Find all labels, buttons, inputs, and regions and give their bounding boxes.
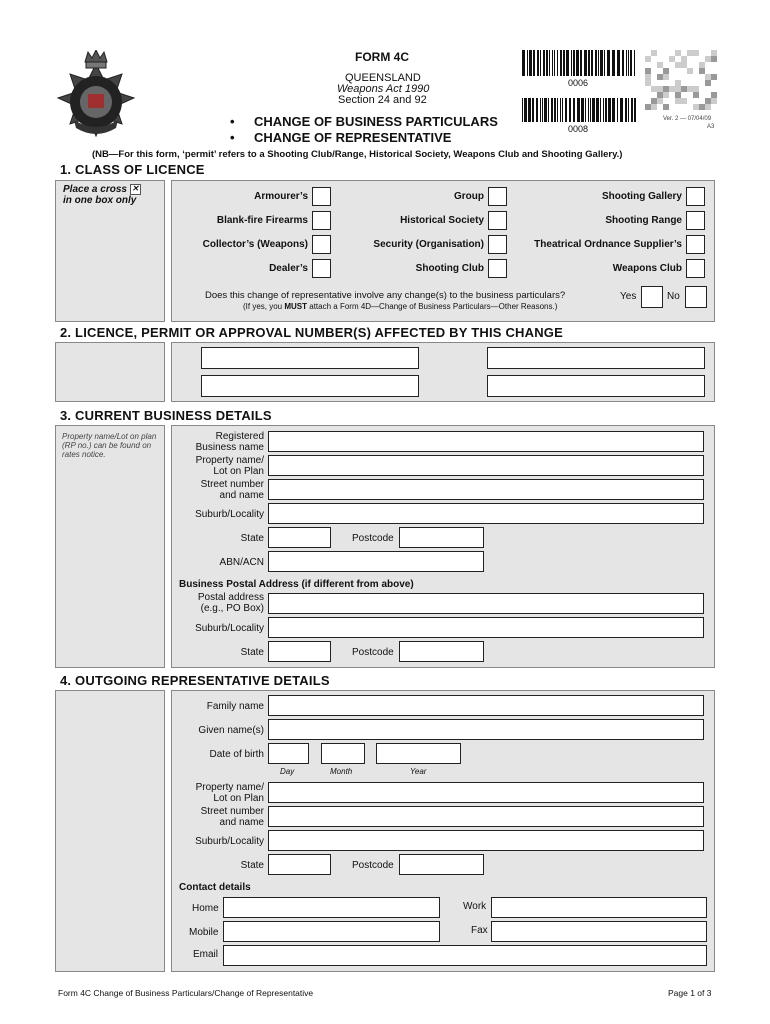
postal-address-label: Postal address (e.g., PO Box) [197,592,264,614]
postal-suburb-label: Suburb/Locality [195,623,264,634]
property-name-label: Property name/ Lot on Plan [195,455,264,477]
version-label: Ver. 2 — 07/04/09 [663,116,712,122]
postal-postcode-field[interactable] [399,641,484,662]
change-subnote: (If yes, you MUST attach a Form 4D—Change of Business Particulars—Other Reasons.) [243,302,558,311]
email-field[interactable] [223,945,707,966]
fax-field[interactable] [491,921,707,942]
street-field[interactable] [268,479,704,500]
section-1-title: 1. CLASS OF LICENCE [60,162,205,177]
checkbox-weapons-club[interactable] [686,259,705,278]
bullet-1: • [230,114,235,129]
checkbox-dealers[interactable] [312,259,331,278]
rep-property-name-label: Property name/ Lot on Plan [195,782,264,804]
postal-state-field[interactable] [268,641,331,662]
checkbox-armourers[interactable] [312,187,331,206]
checkbox-shooting-range[interactable] [686,211,705,230]
given-names-label: Given name(s) [198,725,264,736]
section-3-title: 3. CURRENT BUSINESS DETAILS [60,408,272,423]
checkbox-collectors[interactable] [312,235,331,254]
dob-day-field[interactable] [268,743,309,764]
option-shooting-gallery-label: Shooting Gallery [601,191,682,202]
section-2-title: 2. LICENCE, PERMIT OR APPROVAL NUMBER(S) AFFECTED BY THIS CHANGE [60,325,563,340]
footer-page-number: Page 1 of 3 [668,988,712,998]
checkbox-shooting-club[interactable] [488,259,507,278]
fax-label: Fax [471,925,488,936]
footer-form-name: Form 4C Change of Business Particulars/Change of Representative [58,988,314,998]
bullet-2: • [230,130,235,145]
checkbox-shooting-gallery[interactable] [686,187,705,206]
rep-suburb-label: Suburb/Locality [195,836,264,847]
work-phone-field[interactable] [491,897,707,918]
rep-property-name-field[interactable] [268,782,704,803]
abn-label: ABN/ACN [219,557,264,568]
rep-postcode-field[interactable] [399,854,484,875]
instruction-line-2: in one box only [63,195,137,206]
option-weapons-club-label: Weapons Club [612,263,682,274]
contact-heading: Contact details [179,882,251,893]
act-label: Weapons Act 1990 [337,83,430,95]
mobile-label: Mobile [189,927,219,938]
checkbox-blank-fire[interactable] [312,211,331,230]
suburb-field[interactable] [268,503,704,524]
postcode-label: Postcode [352,533,394,544]
option-blank-fire-label: Blank-fire Firearms [216,215,308,226]
dob-month-caption: Month [330,767,353,776]
bullet-change-business: CHANGE OF BUSINESS PARTICULARS [254,114,498,129]
given-names-field[interactable] [268,719,704,740]
barcode-2-number: 0008 [568,124,589,134]
change-question: Does this change of representative involve any change(s) to the business particulars? [205,290,566,301]
registered-business-label: Registered Business name [195,431,264,453]
form-title: FORM 4C [355,50,409,64]
property-rates-note: Property name/Lot on plan (RP no.) can be found on rates notice. [62,432,157,459]
option-historical-label: Historical Society [400,215,484,226]
option-armourers-label: Armourer’s [254,191,308,202]
dob-month-field[interactable] [321,743,365,764]
postal-heading: Business Postal Address (if different from above) [179,579,414,590]
option-shooting-club-label: Shooting Club [415,263,484,274]
dob-label: Date of birth [209,749,264,760]
option-dealers-label: Dealer’s [269,263,308,274]
qr-pattern-icon [645,50,717,110]
dob-year-caption: Year [410,767,427,776]
checkbox-group[interactable] [488,187,507,206]
state-label: State [240,533,264,544]
mobile-phone-field[interactable] [223,921,440,942]
yes-label: Yes [620,291,637,302]
licence-number-field-2[interactable] [487,347,705,369]
dob-day-caption: Day [280,767,295,776]
option-shooting-range-label: Shooting Range [605,215,682,226]
section-label: Section 24 and 92 [338,94,427,106]
postal-suburb-field[interactable] [268,617,704,638]
state-label: QUEENSLAND [345,72,421,84]
home-phone-field[interactable] [223,897,440,918]
home-label: Home [192,903,219,914]
rep-state-field[interactable] [268,854,331,875]
police-logo [52,50,140,142]
postal-state-label: State [240,647,264,658]
rep-postcode-label: Postcode [352,860,394,871]
checkbox-security[interactable] [488,235,507,254]
checkbox-theatrical[interactable] [686,235,705,254]
section-4-title: 4. OUTGOING REPRESENTATIVE DETAILS [60,673,330,688]
dob-year-field[interactable] [376,743,461,764]
instruction-line-1: Place a cross ✕ [63,184,141,195]
section-4-side-panel [55,690,165,972]
property-name-field[interactable] [268,455,704,476]
rep-suburb-field[interactable] [268,830,704,851]
suburb-label: Suburb/Locality [195,509,264,520]
state-field[interactable] [268,527,331,548]
barcode-1-number: 0006 [568,78,589,88]
option-collectors-label: Collector’s (Weapons) [202,239,308,250]
checkbox-historical-society[interactable] [488,211,507,230]
barcode-1 [520,50,638,76]
email-label: Email [193,949,219,960]
abn-field[interactable] [268,551,484,572]
rep-state-label: State [240,860,264,871]
barcode-2 [520,98,638,122]
postcode-field[interactable] [399,527,484,548]
option-theatrical-label: Theatrical Ordnance Supplier’s [534,239,682,250]
licence-number-field-3[interactable] [201,375,419,397]
family-name-label: Family name [206,701,264,712]
registered-business-name-field[interactable] [268,431,704,452]
postal-address-field[interactable] [268,593,704,614]
section-2-side-panel [55,342,165,402]
licence-number-field-4[interactable] [487,375,705,397]
nb-note: (NB—For this form, ‘permit’ refers to a Shooting Club/Range, Historical Society, Weapons Club and Shooting Gallery.) [92,149,623,160]
option-group-label: Group [454,191,484,202]
work-label: Work [463,901,487,912]
licence-number-field-1[interactable] [201,347,419,369]
family-name-field[interactable] [268,695,704,716]
version-label-2: A3 [707,124,715,130]
rep-street-field[interactable] [268,806,704,827]
postal-postcode-label: Postcode [352,647,394,658]
option-security-label: Security (Organisation) [373,239,484,250]
rep-street-label: Street number and name [200,806,264,828]
section-3-side-panel [55,425,165,668]
bullet-change-representative: CHANGE OF REPRESENTATIVE [254,130,452,145]
cross-example-icon: ✕ [130,184,141,195]
no-label: No [667,291,680,302]
checkbox-yes[interactable] [641,286,663,308]
checkbox-no[interactable] [685,286,707,308]
street-label: Street number and name [200,479,264,501]
